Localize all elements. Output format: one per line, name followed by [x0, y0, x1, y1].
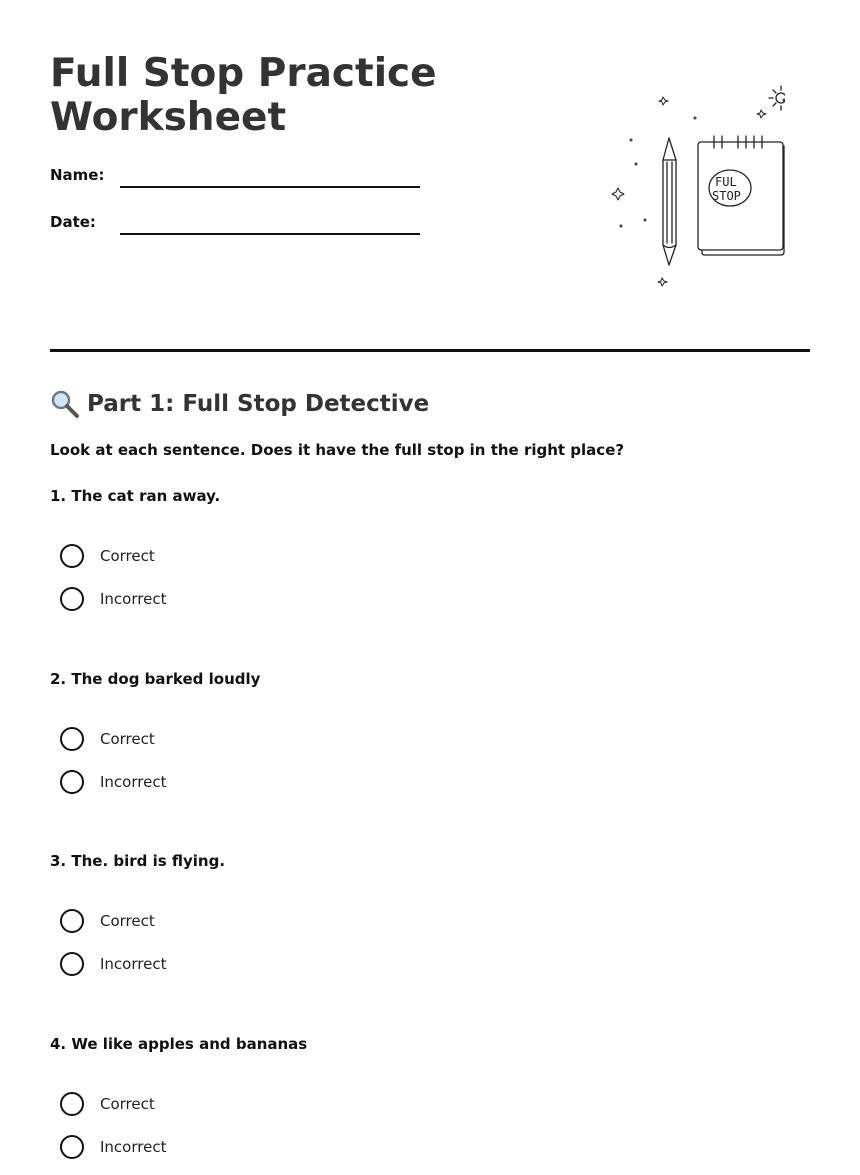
option-incorrect[interactable]: [60, 1134, 166, 1160]
name-line[interactable]: [120, 186, 420, 188]
date-field[interactable]: [50, 213, 470, 253]
option-label: Incorrect: [100, 1138, 167, 1156]
notebook-pencil-illustration: [555, 80, 785, 295]
radio-button[interactable]: [60, 770, 84, 794]
option-incorrect[interactable]: [60, 586, 166, 612]
option-label: Incorrect: [100, 955, 167, 973]
radio-button[interactable]: [60, 909, 84, 933]
option-correct[interactable]: [60, 1091, 155, 1117]
radio-button[interactable]: [60, 1135, 84, 1159]
option-label: Incorrect: [100, 590, 167, 608]
worksheet-page: [50, 0, 810, 1161]
option-label: Incorrect: [100, 773, 167, 791]
svg-text:FUL: FUL: [715, 175, 737, 189]
question-3: [50, 852, 810, 992]
part1-heading: [50, 388, 429, 420]
date-line[interactable]: [120, 233, 420, 235]
radio-button[interactable]: [60, 1092, 84, 1116]
question-1: [50, 487, 810, 627]
option-incorrect[interactable]: [60, 769, 166, 795]
option-correct[interactable]: [60, 908, 155, 934]
magnifying-glass-icon: [50, 389, 80, 419]
pencil-icon: [663, 138, 676, 265]
option-label: Correct: [100, 1095, 155, 1113]
sun-icon-visible: [769, 86, 785, 110]
question-text: 4. We like apples and bananas: [50, 1035, 308, 1053]
radio-button[interactable]: [60, 727, 84, 751]
question-text: 2. The dog barked loudly: [50, 670, 261, 688]
radio-button[interactable]: [60, 587, 84, 611]
option-label: Correct: [100, 730, 155, 748]
section-divider: [50, 349, 810, 352]
option-correct[interactable]: [60, 543, 155, 569]
name-field[interactable]: [50, 166, 470, 206]
option-label: Correct: [100, 547, 155, 565]
notebook-icon: [698, 136, 784, 255]
part1-title: Part 1: Full Stop Detective: [87, 391, 430, 417]
svg-text:STOP: STOP: [712, 189, 741, 203]
question-text: 3. The. bird is flying.: [50, 852, 226, 870]
question-2: [50, 670, 810, 810]
name-label: Name:: [50, 166, 105, 184]
radio-button[interactable]: [60, 544, 84, 568]
question-text: 1. The cat ran away.: [50, 487, 221, 505]
date-label: Date:: [50, 213, 96, 231]
question-4: [50, 1035, 810, 1175]
part1-instructions: Look at each sentence. Does it have the full stop in the right place?: [50, 441, 625, 459]
option-correct[interactable]: [60, 726, 155, 752]
option-incorrect[interactable]: [60, 951, 166, 977]
radio-button[interactable]: [60, 952, 84, 976]
worksheet-title: Full Stop Practice Worksheet: [50, 51, 437, 140]
option-label: Correct: [100, 912, 155, 930]
